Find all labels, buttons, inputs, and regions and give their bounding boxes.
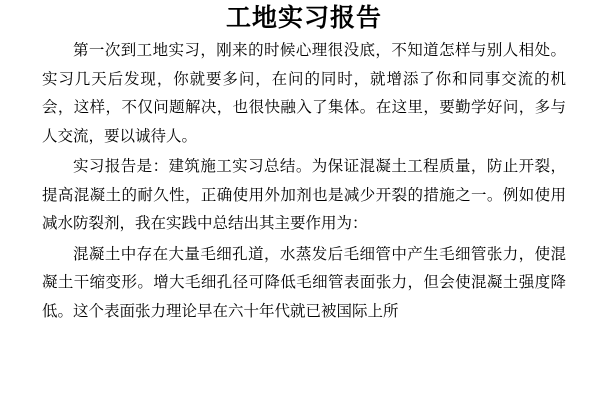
paragraph-2: 实习报告是：建筑施工实习总结。为保证混凝土工程质量，防止开裂，提高混凝土的耐久性，正确使用外加剂也是减少开裂的措施之一。例如使用减水防裂剂，我在实践中总结出其主要作用为： — [42, 157, 566, 232]
document-title: 工地实习报告 — [225, 3, 382, 32]
paragraph-3: 混凝土中存在大量毛细孔道，水蒸发后毛细管中产生毛细管张力，使混凝土干缩变形。增大毛细孔径可降低毛细管表面张力，但会使混凝土强度降低。这个表面张力理论早在六十年代就已被国际上所 — [42, 244, 566, 320]
paragraph-1: 第一次到工地实习，刚来的时候心理很没底，不知道怎样与别人相处。实习几天后发现，你就要多问，在问的同时，就增添了你和同事交流的机会，这样，不仅问题解决，也很快融入了集体。在这里，要勤学好问，多与人交流，要以诚待人。 — [42, 41, 566, 145]
